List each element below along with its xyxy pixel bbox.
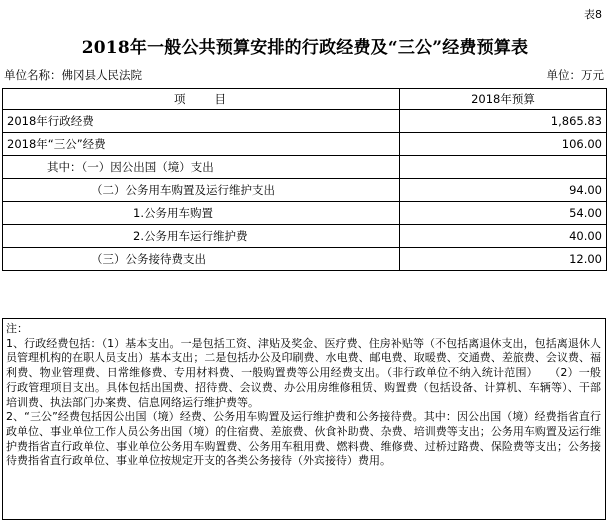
table-row xyxy=(3,179,607,202)
unit-name-label: 单位名称：佛冈县人民法院 xyxy=(4,68,142,82)
row-label: 2018年行政经费 xyxy=(3,110,400,133)
row-label: 其中：（一）因公出国（境）支出 xyxy=(3,156,400,179)
row-value: 94.00 xyxy=(400,179,607,202)
unit-label: 单位：万元 xyxy=(546,68,604,82)
row-value xyxy=(400,156,607,179)
table-header-row xyxy=(3,89,607,110)
header-budget: 2018年预算 xyxy=(400,89,607,110)
row-value: 12.00 xyxy=(400,248,607,271)
table-row xyxy=(3,156,607,179)
unit-row xyxy=(4,67,604,83)
notes-heading: 注： xyxy=(6,322,28,335)
note-item-1: 1、行政经费包括：（1）基本支出。一是包括工资、津贴及奖金、医疗费、住房补贴等（不包括离退休支出，包括离退休人员管理机构的在职人员支出）基本支出；二是包括办公及印刷费、水电费、邮电费、取暖费、交通费、差旅费、会议费、福利费、物业管理费、日常维修费、专用材料费、一般购置费等公用经费支出。（非行政单位不纳入统计范围） （2）一般行政管理项目支出。具体包括出国费、招待费、会议费、办公用房维修租赁、购置费（包括设备、计算机、车辆等）、干部培训费、执法部门办案费、信息网络运行维护费等。 xyxy=(6,336,601,409)
row-label: 2.公务用车运行维护费 xyxy=(3,225,400,248)
row-value: 54.00 xyxy=(400,202,607,225)
table-row xyxy=(3,110,607,133)
budget-table xyxy=(2,88,607,271)
row-label: 1.公务用车购置 xyxy=(3,202,400,225)
sheet-tag: 表8 xyxy=(584,8,602,21)
notes-box xyxy=(2,318,606,520)
table-row xyxy=(3,225,607,248)
row-label: （二）公务用车购置及运行维护支出 xyxy=(3,179,400,202)
row-label: （三）公务接待费支出 xyxy=(3,248,400,271)
row-value: 40.00 xyxy=(400,225,607,248)
table-row xyxy=(3,133,607,156)
row-value: 1,865.83 xyxy=(400,110,607,133)
page-title: 2018年一般公共预算安排的行政经费及“三公”经费预算表 xyxy=(81,38,529,58)
row-label: 2018年“三公”经费 xyxy=(3,133,400,156)
table-row xyxy=(3,202,607,225)
header-item: 项 目 xyxy=(3,89,400,110)
table-row xyxy=(3,248,607,271)
row-value: 106.00 xyxy=(400,133,607,156)
note-item-2: 2、“三公”经费包括因公出国（境）经费、公务用车购置及运行维护费和公务接待费。其中：因公出国（境）经费指省直行政单位、事业单位工作人员公务出国（境）的住宿费、差旅费、伙食补助费、杂费、培训费等支出；公务用车购置及运行维护费指省直行政单位、事业单位公务用车购置费、公务用车租用费、燃料费、维修费、过桥过路费、保险费等支出；公务接待费指省直行政单位、事业单位按规定开支的各类公务接待（外宾接待）费用。 xyxy=(6,410,601,468)
